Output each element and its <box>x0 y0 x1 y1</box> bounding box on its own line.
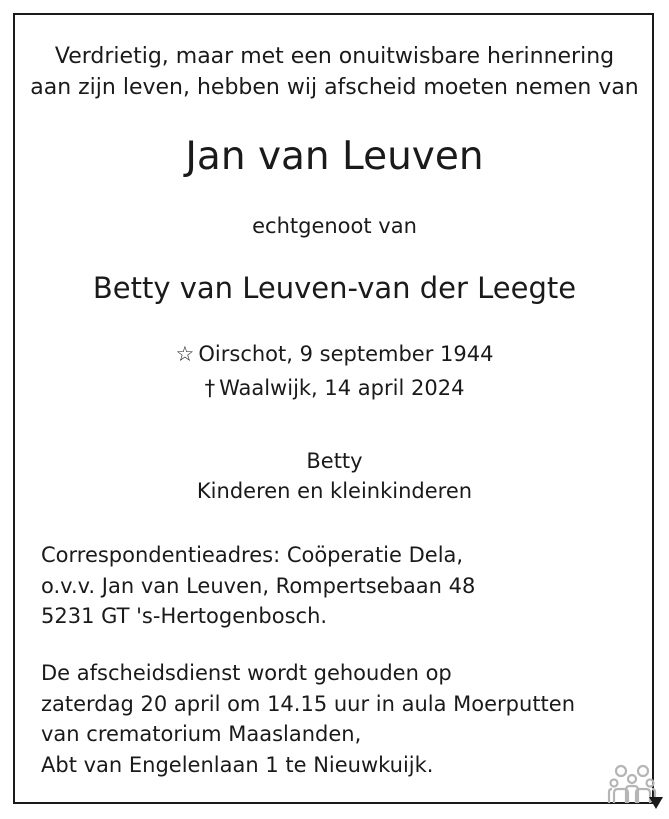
death-line <box>0 374 669 402</box>
cross-icon: † <box>204 376 216 400</box>
intro-line-2: aan zijn leven, hebben wij afscheid moeten nemen van <box>30 75 639 100</box>
spouse-label: echtgenoot van <box>252 214 417 238</box>
star-icon: ☆ <box>175 342 195 366</box>
correspondence-line-1: Correspondentieadres: Coöperatie Dela, <box>41 543 464 567</box>
signature-line-1: Betty <box>306 449 363 473</box>
service-line-3: van crematorium Maaslanden, <box>41 722 362 746</box>
death-text: Waalwijk, 14 april 2024 <box>219 376 465 400</box>
service-line-1: De afscheidsdienst wordt gehouden op <box>41 661 452 685</box>
triangle-down-icon <box>648 796 664 810</box>
spouse-name: Betty van Leuven-van der Leegte <box>92 271 577 305</box>
service-details <box>41 658 575 780</box>
correspondence-line-2: o.v.v. Jan van Leuven, Rompertsebaan 48 <box>41 573 476 598</box>
intro-text <box>0 41 669 103</box>
service-line-2: zaterdag 20 april om 14.15 uur in aula Moerputten <box>41 691 576 716</box>
correspondence-line-3: 5231 GT 's-Hertogenbosch. <box>41 604 328 628</box>
service-line-4: Abt van Engelenlaan 1 te Nieuwkuijk. <box>41 752 434 777</box>
signature-line-2: Kinderen en kleinkinderen <box>196 479 473 503</box>
signature <box>0 446 669 506</box>
birth-text: Oirschot, 9 september 1944 <box>198 342 494 366</box>
deceased-name: Jan van Leuven <box>185 134 484 179</box>
correspondence-address <box>41 540 475 632</box>
intro-line-1: Verdrietig, maar met een onuitwisbare herinnering <box>54 44 615 69</box>
birth-line <box>0 340 669 368</box>
